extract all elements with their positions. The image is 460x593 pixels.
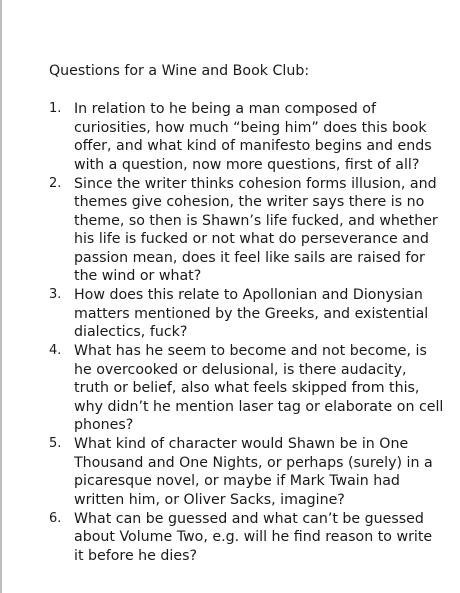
document-title: Questions for a Wine and Book Club: bbox=[49, 63, 310, 79]
question-text: What has he seem to become and not become, is he overcooked or delusional, is there audacity, truth or belief, also what feels skipped from this, why didn’t he mention laser tag or elaborate on cell phones? bbox=[74, 343, 444, 433]
question-number: 4. bbox=[49, 343, 62, 358]
question-text: In relation to he being a man composed of curiosities, how much “being him” does this book offer, and what kind of manifesto begins and ends with a question, now more questions, first of all? bbox=[74, 101, 432, 173]
question-number: 1. bbox=[49, 101, 62, 116]
question-item bbox=[49, 286, 444, 342]
question-item bbox=[49, 342, 444, 435]
question-item bbox=[49, 100, 444, 174]
document-page bbox=[49, 62, 444, 566]
question-list bbox=[49, 100, 444, 565]
question-number: 5. bbox=[49, 436, 62, 451]
question-text: How does this relate to Apollonian and Dionysian matters mentioned by the Greeks, and existential dialectics, fuck? bbox=[74, 287, 429, 340]
question-text: What can be guessed and what can’t be guessed about Volume Two, e.g. will he find reason to write it before he dies? bbox=[74, 510, 433, 564]
question-number: 2. bbox=[49, 175, 62, 191]
question-item bbox=[49, 435, 444, 509]
question-number: 3. bbox=[49, 287, 62, 302]
question-item bbox=[49, 175, 444, 286]
question-text: Since the writer thinks cohesion forms illusion, and themes give cohesion, the writer says there is no theme, so then is Shawn’s life fucked, and whether his life is fucked or not what do perseverance and passion mean, does it feel like sails are raised for the wind or what? bbox=[74, 175, 438, 284]
question-item bbox=[49, 510, 444, 566]
question-text: What kind of character would Shawn be in One Thousand and One Nights, or perhaps (surely) in a picaresque novel, or maybe if Mark Twain had written him, or Oliver Sacks, imagine? bbox=[74, 436, 433, 508]
question-number: 6. bbox=[49, 510, 62, 526]
page-left-edge bbox=[0, 0, 2, 593]
